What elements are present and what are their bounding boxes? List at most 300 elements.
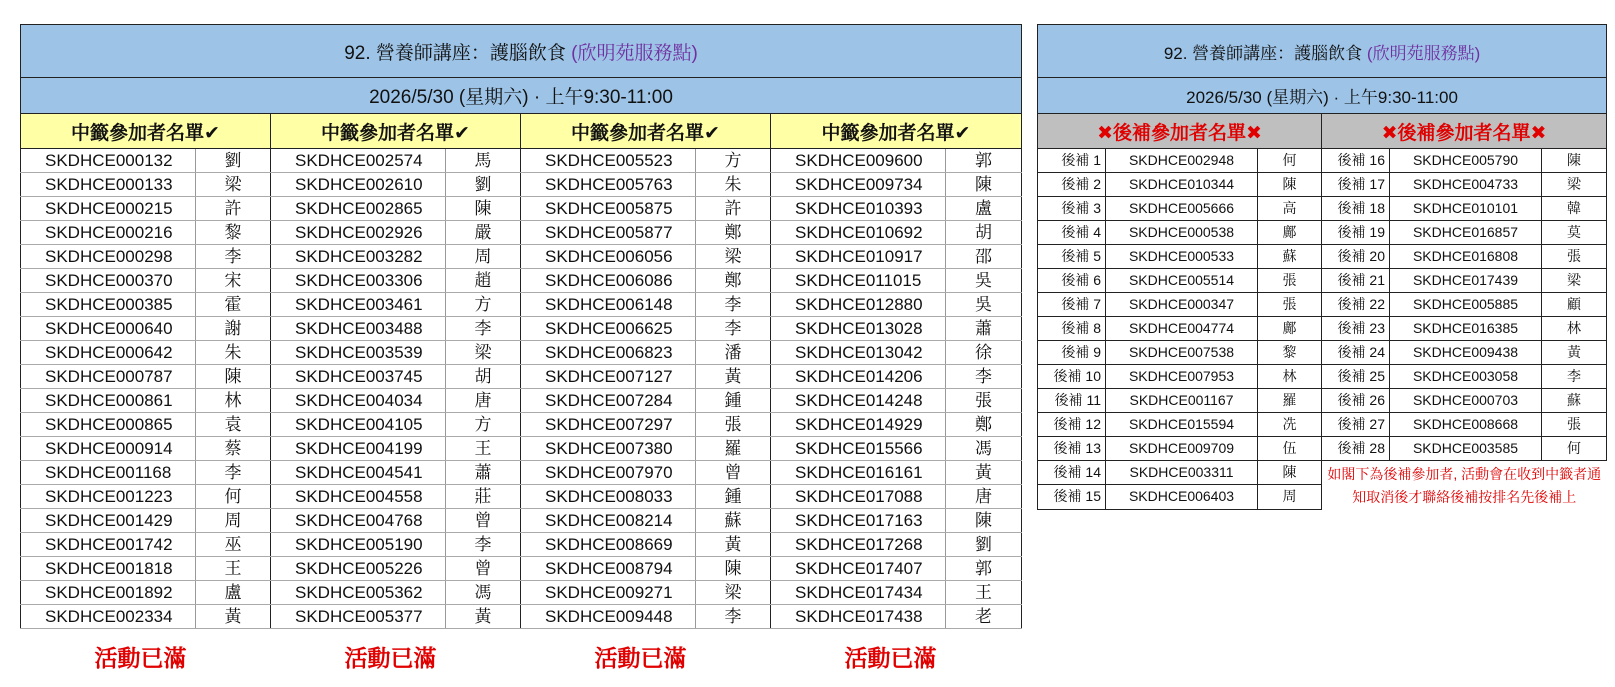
participant-code: SKDHCE004541	[271, 461, 446, 485]
participant-surname: 梁	[196, 173, 271, 197]
participant-surname: 陳	[946, 173, 1022, 197]
participant-code: SKDHCE000298	[21, 245, 196, 269]
waitlist-rank: 後補 23	[1322, 317, 1390, 341]
participant-code: SKDHCE002610	[271, 173, 446, 197]
participant-surname: 鄺	[1258, 221, 1322, 245]
participant-code: SKDHCE006403	[1106, 485, 1258, 509]
participant-code: SKDHCE008033	[521, 485, 696, 509]
cross-icon: ✖	[1097, 122, 1113, 144]
participant-code: SKDHCE004768	[271, 509, 446, 533]
table-row	[21, 341, 1022, 365]
participant-code: SKDHCE004558	[271, 485, 446, 509]
participant-code: SKDHCE000132	[21, 149, 196, 173]
event-title-header	[21, 25, 1022, 78]
table-row	[21, 461, 1022, 485]
participant-surname: 盧	[946, 197, 1022, 221]
participant-surname: 巫	[196, 533, 271, 557]
participant-code: SKDHCE000640	[21, 317, 196, 341]
participant-surname: 何	[196, 485, 271, 509]
participant-code: SKDHCE005377	[271, 605, 446, 629]
participant-surname: 冼	[1258, 413, 1322, 437]
participant-surname: 何	[1258, 149, 1322, 173]
participant-surname: 嚴	[446, 221, 521, 245]
participant-code: SKDHCE017438	[771, 605, 946, 629]
event-datetime: 2026/5/30 (星期六) · 上午9:30-11:00	[1038, 78, 1607, 114]
participant-code: SKDHCE005875	[521, 197, 696, 221]
participant-code: SKDHCE017407	[771, 557, 946, 581]
table-row	[1038, 413, 1607, 437]
participant-code: SKDHCE005885	[1390, 293, 1542, 317]
waitlist-rank: 後補 5	[1038, 245, 1106, 269]
participant-code: SKDHCE008669	[521, 533, 696, 557]
participant-surname: 馬	[446, 149, 521, 173]
table-row	[21, 173, 1022, 197]
waitlist-participants-table	[1037, 24, 1607, 510]
participant-surname: 唐	[946, 485, 1022, 509]
participant-surname: 朱	[196, 341, 271, 365]
participant-surname: 鍾	[696, 485, 771, 509]
participant-surname: 王	[446, 437, 521, 461]
participant-surname: 張	[946, 389, 1022, 413]
event-datetime: 2026/5/30 (星期六) · 上午9:30-11:00	[21, 78, 1022, 114]
participant-surname: 袁	[196, 413, 271, 437]
participant-code: SKDHCE005190	[271, 533, 446, 557]
table-row	[21, 221, 1022, 245]
selected-column-header	[21, 114, 271, 149]
participant-surname: 周	[196, 509, 271, 533]
participant-surname: 李	[696, 605, 771, 629]
participant-surname: 陳	[446, 197, 521, 221]
event-venue: (欣明苑服務點)	[1366, 43, 1481, 63]
participant-surname: 鄭	[946, 413, 1022, 437]
participant-surname: 陳	[1542, 149, 1607, 173]
table-row	[1038, 245, 1607, 269]
participant-surname: 黎	[196, 221, 271, 245]
event-full-label: 活動已滿	[844, 645, 937, 671]
participant-surname: 黃	[696, 533, 771, 557]
participant-code: SKDHCE001429	[21, 509, 196, 533]
table-row	[21, 149, 1022, 173]
participant-surname: 顧	[1542, 293, 1607, 317]
participant-code: SKDHCE006823	[521, 341, 696, 365]
participant-surname: 王	[196, 557, 271, 581]
waitlist-rank: 後補 8	[1038, 317, 1106, 341]
waitlist-rank: 後補 15	[1038, 485, 1106, 509]
participant-code: SKDHCE005877	[521, 221, 696, 245]
waitlist-rank: 後補 4	[1038, 221, 1106, 245]
participant-surname: 霍	[196, 293, 271, 317]
participant-surname: 黃	[196, 605, 271, 629]
participant-surname: 趙	[446, 269, 521, 293]
event-full-label: 活動已滿	[94, 645, 187, 671]
participant-code: SKDHCE002574	[271, 149, 446, 173]
participant-surname: 唐	[446, 389, 521, 413]
participant-code: SKDHCE001223	[21, 485, 196, 509]
participant-surname: 陳	[196, 365, 271, 389]
check-icon: ✔	[204, 122, 220, 144]
participant-surname: 林	[196, 389, 271, 413]
cross-icon: ✖	[1381, 122, 1398, 144]
participant-code: SKDHCE004034	[271, 389, 446, 413]
participant-code: SKDHCE003745	[271, 365, 446, 389]
participant-surname: 曾	[446, 557, 521, 581]
participant-code: SKDHCE011015	[771, 269, 946, 293]
participant-code: SKDHCE001167	[1106, 389, 1258, 413]
participant-surname: 潘	[696, 341, 771, 365]
participant-surname: 張	[1258, 293, 1322, 317]
participant-code: SKDHCE014929	[771, 413, 946, 437]
participant-code: SKDHCE000215	[21, 197, 196, 221]
participant-surname: 老	[946, 605, 1022, 629]
participant-surname: 鄭	[696, 221, 771, 245]
participant-code: SKDHCE016385	[1390, 317, 1542, 341]
participant-surname: 方	[446, 413, 521, 437]
participant-surname: 陳	[696, 557, 771, 581]
participant-code: SKDHCE007284	[521, 389, 696, 413]
participant-code: SKDHCE013042	[771, 341, 946, 365]
participant-code: SKDHCE004733	[1390, 173, 1542, 197]
participant-code: SKDHCE000865	[21, 413, 196, 437]
cross-icon: ✖	[1246, 122, 1262, 144]
participant-code: SKDHCE006148	[521, 293, 696, 317]
selected-participants-table	[20, 24, 1022, 629]
participant-surname: 陳	[946, 509, 1022, 533]
participant-surname: 黃	[946, 461, 1022, 485]
participant-surname: 吳	[946, 293, 1022, 317]
participant-surname: 伍	[1258, 437, 1322, 461]
participant-code: SKDHCE007953	[1106, 365, 1258, 389]
participant-code: SKDHCE002334	[21, 605, 196, 629]
table-row	[1038, 461, 1607, 485]
participant-surname: 蘇	[1542, 389, 1607, 413]
participant-surname: 梁	[446, 341, 521, 365]
participant-surname: 劉	[196, 149, 271, 173]
table-row	[21, 557, 1022, 581]
participant-surname: 羅	[696, 437, 771, 461]
participant-code: SKDHCE007127	[521, 365, 696, 389]
participant-code: SKDHCE003058	[1390, 365, 1542, 389]
participant-surname: 莫	[1542, 221, 1607, 245]
participant-code: SKDHCE003282	[271, 245, 446, 269]
participant-surname: 蘇	[1258, 245, 1322, 269]
participant-code: SKDHCE007970	[521, 461, 696, 485]
participant-code: SKDHCE003539	[271, 341, 446, 365]
participant-surname: 蔡	[196, 437, 271, 461]
table-row	[21, 413, 1022, 437]
participant-surname: 蘇	[696, 509, 771, 533]
participant-surname: 徐	[946, 341, 1022, 365]
participant-code: SKDHCE008214	[521, 509, 696, 533]
waitlist-rank: 後補 11	[1038, 389, 1106, 413]
waitlist-column-header	[1038, 114, 1322, 149]
participant-surname: 許	[696, 197, 771, 221]
participant-code: SKDHCE009271	[521, 581, 696, 605]
selected-header-label: 中籤參加者名單	[821, 122, 955, 144]
participant-surname: 謝	[196, 317, 271, 341]
participant-code: SKDHCE005362	[271, 581, 446, 605]
participant-surname: 周	[1258, 485, 1322, 509]
table-row	[21, 533, 1022, 557]
participant-code: SKDHCE008794	[521, 557, 696, 581]
table-row	[21, 269, 1022, 293]
selected-column-header	[271, 114, 521, 149]
event-title: 92. 營養師講座：護腦飲食	[1163, 43, 1363, 63]
participant-code: SKDHCE009734	[771, 173, 946, 197]
participant-code: SKDHCE002926	[271, 221, 446, 245]
participant-code: SKDHCE009709	[1106, 437, 1258, 461]
participant-code: SKDHCE009600	[771, 149, 946, 173]
waitlist-rank: 後補 21	[1322, 269, 1390, 293]
participant-surname: 李	[1542, 365, 1607, 389]
table-row	[1038, 317, 1607, 341]
table-row	[21, 317, 1022, 341]
participant-code: SKDHCE002948	[1106, 149, 1258, 173]
participant-surname: 周	[446, 245, 521, 269]
participant-surname: 黃	[1542, 341, 1607, 365]
event-title: 92. 營養師講座：護腦飲食	[344, 42, 566, 64]
selected-column-header	[771, 114, 1022, 149]
participant-code: SKDHCE004199	[271, 437, 446, 461]
waitlist-note: 如閣下為後補參加者, 活動會在收到中籤者通知取消後才聯絡後補按排名先後補上	[1327, 466, 1602, 505]
participant-surname: 陳	[1258, 461, 1322, 485]
waitlist-rank: 後補 3	[1038, 197, 1106, 221]
participant-surname: 張	[696, 413, 771, 437]
table-row	[21, 509, 1022, 533]
participant-surname: 李	[696, 317, 771, 341]
participant-code: SKDHCE003488	[271, 317, 446, 341]
participant-code: SKDHCE000533	[1106, 245, 1258, 269]
participant-surname: 朱	[696, 173, 771, 197]
waitlist-rank: 後補 13	[1038, 437, 1106, 461]
participant-surname: 郭	[946, 557, 1022, 581]
participant-surname: 黃	[446, 605, 521, 629]
table-row	[21, 365, 1022, 389]
participant-surname: 蕭	[946, 317, 1022, 341]
table-row	[1038, 437, 1607, 461]
waitlist-rank: 後補 1	[1038, 149, 1106, 173]
participant-code: SKDHCE000133	[21, 173, 196, 197]
waitlist-rank: 後補 20	[1322, 245, 1390, 269]
participant-surname: 鄺	[1258, 317, 1322, 341]
waitlist-rank: 後補 6	[1038, 269, 1106, 293]
table-row	[1038, 341, 1607, 365]
participant-code: SKDHCE017088	[771, 485, 946, 509]
participant-code: SKDHCE016857	[1390, 221, 1542, 245]
participant-surname: 張	[1542, 245, 1607, 269]
check-icon: ✔	[954, 122, 971, 144]
waitlist-rank: 後補 22	[1322, 293, 1390, 317]
participant-code: SKDHCE000703	[1390, 389, 1542, 413]
participant-code: SKDHCE001818	[21, 557, 196, 581]
waitlist-rank: 後補 7	[1038, 293, 1106, 317]
participant-surname: 李	[196, 245, 271, 269]
participant-surname: 林	[1258, 365, 1322, 389]
table-row	[1038, 221, 1607, 245]
waitlist-rank: 後補 24	[1322, 341, 1390, 365]
participant-surname: 梁	[696, 581, 771, 605]
table-row	[1038, 269, 1607, 293]
participant-code: SKDHCE003585	[1390, 437, 1542, 461]
participant-code: SKDHCE006086	[521, 269, 696, 293]
waitlist-rank: 後補 14	[1038, 461, 1106, 485]
participant-code: SKDHCE015594	[1106, 413, 1258, 437]
participant-code: SKDHCE000861	[21, 389, 196, 413]
participant-code: SKDHCE005763	[521, 173, 696, 197]
event-title-header	[1038, 25, 1607, 78]
participant-code: SKDHCE009448	[521, 605, 696, 629]
participant-surname: 梁	[1542, 269, 1607, 293]
participant-surname: 黃	[696, 365, 771, 389]
participant-code: SKDHCE001892	[21, 581, 196, 605]
participant-code: SKDHCE000385	[21, 293, 196, 317]
participant-surname: 劉	[946, 533, 1022, 557]
participant-code: SKDHCE005523	[521, 149, 696, 173]
participant-code: SKDHCE007297	[521, 413, 696, 437]
participant-code: SKDHCE014248	[771, 389, 946, 413]
participant-code: SKDHCE006056	[521, 245, 696, 269]
participant-code: SKDHCE010344	[1106, 173, 1258, 197]
table-row	[21, 293, 1022, 317]
participant-surname: 馮	[946, 437, 1022, 461]
participant-surname: 吳	[946, 269, 1022, 293]
participant-code: SKDHCE000370	[21, 269, 196, 293]
participant-code: SKDHCE017163	[771, 509, 946, 533]
participant-surname: 許	[196, 197, 271, 221]
selected-column-header	[521, 114, 771, 149]
participant-code: SKDHCE003306	[271, 269, 446, 293]
participant-surname: 李	[946, 365, 1022, 389]
participant-code: SKDHCE004105	[271, 413, 446, 437]
waitlist-rank: 後補 10	[1038, 365, 1106, 389]
waitlist-rank: 後補 9	[1038, 341, 1106, 365]
participant-surname: 李	[446, 533, 521, 557]
waitlist-rank: 後補 16	[1322, 149, 1390, 173]
table-row	[21, 437, 1022, 461]
selected-header-label: 中籤參加者名單	[71, 122, 205, 144]
table-row	[1038, 293, 1607, 317]
waitlist-rank: 後補 12	[1038, 413, 1106, 437]
participant-code: SKDHCE010393	[771, 197, 946, 221]
participant-code: SKDHCE002865	[271, 197, 446, 221]
participant-code: SKDHCE017434	[771, 581, 946, 605]
table-row	[21, 485, 1022, 509]
participant-code: SKDHCE006625	[521, 317, 696, 341]
participant-surname: 梁	[696, 245, 771, 269]
waitlist-rank: 後補 2	[1038, 173, 1106, 197]
participant-surname: 曾	[696, 461, 771, 485]
participant-code: SKDHCE005666	[1106, 197, 1258, 221]
participant-surname: 曾	[446, 509, 521, 533]
event-full-label: 活動已滿	[344, 645, 437, 671]
participant-code: SKDHCE010101	[1390, 197, 1542, 221]
table-row	[1038, 389, 1607, 413]
participant-surname: 黎	[1258, 341, 1322, 365]
check-icon: ✔	[704, 122, 720, 144]
table-row	[1038, 149, 1607, 173]
participant-surname: 鍾	[696, 389, 771, 413]
participant-code: SKDHCE000914	[21, 437, 196, 461]
participant-code: SKDHCE003311	[1106, 461, 1258, 485]
participant-code: SKDHCE012880	[771, 293, 946, 317]
selected-header-label: 中籤參加者名單	[571, 122, 705, 144]
participant-code: SKDHCE000347	[1106, 293, 1258, 317]
participant-surname: 王	[946, 581, 1022, 605]
table-row	[21, 581, 1022, 605]
waitlist-rank: 後補 18	[1322, 197, 1390, 221]
participant-surname: 方	[446, 293, 521, 317]
participant-code: SKDHCE014206	[771, 365, 946, 389]
participant-surname: 郭	[946, 149, 1022, 173]
participant-code: SKDHCE004774	[1106, 317, 1258, 341]
participant-surname: 馮	[446, 581, 521, 605]
participant-code: SKDHCE007380	[521, 437, 696, 461]
participant-surname: 高	[1258, 197, 1322, 221]
waitlist-rank: 後補 17	[1322, 173, 1390, 197]
waitlist-rank: 後補 28	[1322, 437, 1390, 461]
check-icon: ✔	[454, 122, 470, 144]
participant-code: SKDHCE000642	[21, 341, 196, 365]
participant-surname: 胡	[946, 221, 1022, 245]
participant-surname: 劉	[446, 173, 521, 197]
participant-code: SKDHCE001742	[21, 533, 196, 557]
table-row	[21, 197, 1022, 221]
table-row	[1038, 173, 1607, 197]
participant-surname: 宋	[196, 269, 271, 293]
participant-surname: 方	[696, 149, 771, 173]
participant-surname: 莊	[446, 485, 521, 509]
participant-surname: 韓	[1542, 197, 1607, 221]
participant-code: SKDHCE010917	[771, 245, 946, 269]
participant-surname: 邵	[946, 245, 1022, 269]
participant-code: SKDHCE001168	[21, 461, 196, 485]
waitlist-rank: 後補 27	[1322, 413, 1390, 437]
participant-code: SKDHCE017439	[1390, 269, 1542, 293]
participant-code: SKDHCE000216	[21, 221, 196, 245]
participant-surname: 李	[446, 317, 521, 341]
participant-code: SKDHCE000538	[1106, 221, 1258, 245]
waitlist-header-label: 後補參加者名單	[1397, 122, 1531, 144]
cross-icon: ✖	[1530, 122, 1547, 144]
participant-code: SKDHCE005226	[271, 557, 446, 581]
participant-code: SKDHCE008668	[1390, 413, 1542, 437]
event-full-label: 活動已滿	[594, 645, 687, 671]
participant-surname: 李	[696, 293, 771, 317]
table-row	[1038, 365, 1607, 389]
participant-code: SKDHCE003461	[271, 293, 446, 317]
event-venue: (欣明苑服務點)	[571, 42, 698, 64]
waitlist-rank: 後補 25	[1322, 365, 1390, 389]
participant-code: SKDHCE015566	[771, 437, 946, 461]
participant-surname: 梁	[1542, 173, 1607, 197]
participant-code: SKDHCE000787	[21, 365, 196, 389]
participant-code: SKDHCE005790	[1390, 149, 1542, 173]
participant-code: SKDHCE010692	[771, 221, 946, 245]
participant-code: SKDHCE016808	[1390, 245, 1542, 269]
participant-surname: 羅	[1258, 389, 1322, 413]
participant-code: SKDHCE005514	[1106, 269, 1258, 293]
table-row	[1038, 197, 1607, 221]
participant-surname: 何	[1542, 437, 1607, 461]
participant-surname: 張	[1542, 413, 1607, 437]
table-row	[21, 245, 1022, 269]
waitlist-rank: 後補 26	[1322, 389, 1390, 413]
participant-surname: 李	[196, 461, 271, 485]
participant-code: SKDHCE009438	[1390, 341, 1542, 365]
participant-surname: 陳	[1258, 173, 1322, 197]
table-row	[21, 605, 1022, 629]
participant-surname: 林	[1542, 317, 1607, 341]
participant-surname: 張	[1258, 269, 1322, 293]
